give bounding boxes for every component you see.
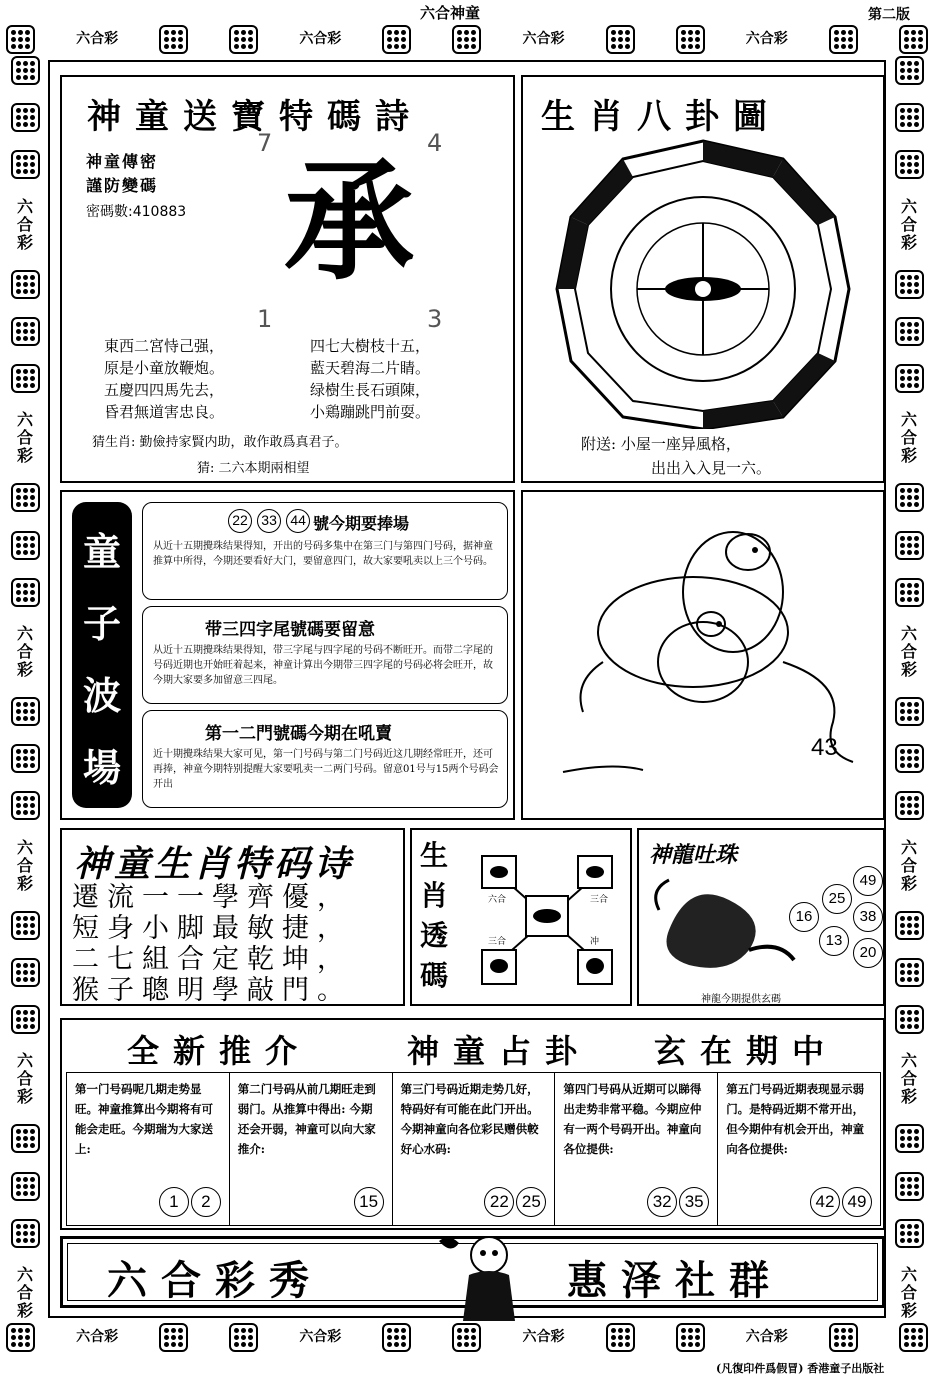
divination-numbers [647, 1187, 709, 1217]
border-dots-icon [11, 911, 40, 940]
zodiac-poem-title: 神童生肖特码诗 [74, 843, 355, 885]
border-label-char: 合 [900, 1282, 917, 1302]
border-dots-icon [11, 1172, 40, 1201]
border-dots-icon [11, 103, 40, 132]
corner-num-br: 3 [427, 305, 443, 333]
border-dots-icon [6, 1323, 35, 1352]
border-dots-icon [895, 958, 924, 987]
number-ball: 44 [286, 509, 310, 533]
number-ball: 22 [484, 1187, 514, 1217]
divination-numbers [810, 1187, 872, 1217]
border-dots-icon [11, 364, 40, 393]
border-label-char: 六 [900, 196, 917, 216]
toma-box [410, 828, 632, 1006]
number-ball: 13 [819, 926, 849, 956]
border-label-char: 六 [900, 1264, 917, 1284]
border-dots-icon [229, 25, 258, 54]
border-label-char: 六 [900, 623, 917, 643]
divination-text: 第一门号码呢几期走势显旺。神童推算出今期将有可能会走旺。今期瑞为大家送上: [75, 1082, 213, 1156]
border-label-char: 六 [900, 1051, 917, 1071]
bottom-banner [60, 1236, 885, 1308]
divination-text: 第四门号码从近期可以睇得出走势非常平稳。今期应仲有一两个号码开出。神童向各位提供: [563, 1082, 702, 1156]
divination-column [67, 1073, 230, 1225]
poem-box [60, 75, 515, 483]
toma-diagram [468, 838, 628, 998]
divination-text: 第三门号码近期走势几好，特码好有可能在此门开出。今期神童向各位彩民赠供較好心水码: [400, 1082, 539, 1156]
border-label: 六合彩 [745, 1329, 788, 1345]
number-ball: 2 [191, 1187, 221, 1217]
border-dots-icon [11, 791, 40, 820]
border-dots-icon [11, 483, 40, 512]
border-dots-icon [229, 1323, 258, 1352]
toma-label-liuhe: 六合 [488, 895, 507, 905]
divination-column [393, 1073, 556, 1225]
toma-title-char: 生 [420, 839, 449, 872]
border-dots-icon [676, 1323, 705, 1352]
border-dots-icon [895, 317, 924, 346]
border-dots-icon [895, 56, 924, 85]
child-mascot-icon [429, 1231, 539, 1327]
border-dots-icon [159, 1323, 188, 1352]
guess-line: 猜: 二六本期兩相望 [197, 461, 310, 476]
zodiac-poem-line: 二七組合定乾坤， [72, 944, 352, 975]
wave-s1-title: 號今期要捧場 [313, 514, 410, 533]
border-label-char: 彩 [16, 873, 33, 893]
border-dots-icon [11, 1124, 40, 1153]
poem-right-lines [310, 335, 430, 423]
wave-side-char: 童 [82, 529, 121, 574]
page-number: 第二版 [868, 7, 910, 23]
border-dots-icon [895, 531, 924, 560]
zodiac-poem-box [60, 828, 405, 1006]
border-label-char: 合 [900, 1069, 917, 1089]
border-label-char: 彩 [900, 446, 917, 466]
divination-heading [62, 1026, 887, 1070]
right-border [890, 56, 928, 1320]
dragon-box [637, 828, 885, 1006]
dragon-title: 神龍吐珠 [649, 842, 738, 868]
divination-heading-2: 神童占卦 [407, 1032, 592, 1070]
border-dots-icon [829, 1323, 858, 1352]
poem-secret-1: 神童傳密 [86, 152, 159, 171]
divination-numbers [484, 1187, 546, 1217]
wave-side-title [72, 502, 132, 808]
wave-s3-title: 第一二門號碼今期在吼賣 [205, 724, 392, 744]
poem-title: 神童送寶特碼詩 [87, 97, 423, 137]
guess-zodiac: 猜生肖: 勤儉持家賢内助，敢作敢爲真君子。 [92, 435, 348, 450]
border-label-char: 六 [900, 837, 917, 857]
wave-s3-text: 近十期攪珠结果大家可见，第一门号码与第二门号码近这几期经常旺开，还可再捧，神童今期特别提醒大家要吼卖一二两门号码。留意01号与15两个号码会开出 [153, 749, 499, 790]
wave-side-char: 場 [82, 745, 121, 790]
border-label-char: 彩 [16, 232, 33, 252]
border-dots-icon [452, 25, 481, 54]
border-label-char: 合 [16, 214, 33, 234]
border-dots-icon [895, 270, 924, 299]
border-dots-icon [895, 911, 924, 940]
border-dots-icon [895, 150, 924, 179]
poem-line: 小鶏蹦跳門前耍。 [310, 403, 431, 421]
wave-box [60, 490, 515, 820]
wave-s2-title: 带三四字尾號碼要留意 [205, 620, 375, 640]
toma-title-char: 碼 [420, 959, 449, 992]
bagua-box [521, 75, 885, 483]
border-dots-icon [11, 150, 40, 179]
number-ball: 33 [257, 509, 281, 533]
divination-text: 第五门号码近期表现显示弱门。是特码近期不常开出，但今期仲有机会开出，神童向各位提供: [726, 1082, 865, 1156]
border-label: 六合彩 [522, 31, 565, 47]
border-dots-icon [11, 270, 40, 299]
divination-heading-3: 玄在期中 [654, 1032, 839, 1070]
border-label-char: 彩 [900, 1300, 917, 1320]
wave-section-1 [142, 502, 508, 600]
wave-s1-text: 从近十五期攪珠结果得知，开出的号码多集中在第三门与第四门号码，据神童推算中所得，今期还要看好大门，要留意四门，故大家要吼卖以上三个号码。 [153, 541, 493, 567]
border-label-char: 六 [16, 410, 33, 430]
border-label-char: 彩 [900, 659, 917, 679]
poem-code: 密碼數:410883 [86, 204, 187, 220]
wave-s1-nums [228, 509, 310, 533]
border-label-char: 彩 [900, 873, 917, 893]
divination-column [230, 1073, 393, 1225]
border-label-char: 六 [16, 1051, 33, 1071]
number-ball: 35 [679, 1187, 709, 1217]
border-dots-icon [159, 25, 188, 54]
border-label-char: 合 [900, 855, 917, 875]
border-label-char: 彩 [16, 1087, 33, 1107]
border-dots-icon [11, 1219, 40, 1248]
bagua-note-1: 附送: 小屋一座异風格， [581, 435, 741, 453]
border-label-char: 彩 [16, 1300, 33, 1320]
zodiac-poem-lines [72, 882, 352, 1006]
footer-text: (凡復印件爲假冒) 香港童子出版社 [716, 1362, 885, 1375]
border-dots-icon [676, 25, 705, 54]
divination-heading-1: 全新推介 [127, 1032, 312, 1070]
border-label-char: 合 [900, 641, 917, 661]
border-label: 六合彩 [745, 31, 788, 47]
number-ball: 25 [822, 884, 852, 914]
banner-right: 惠泽社群 [567, 1258, 783, 1304]
zodiac-poem-line: 短身小脚最敏捷， [72, 913, 352, 944]
toma-label-sanhe-2: 三合 [488, 937, 507, 947]
border-dots-icon [895, 103, 924, 132]
border-dots-icon [895, 697, 924, 726]
number-ball: 25 [516, 1187, 546, 1217]
number-ball: 38 [853, 902, 883, 932]
poem-line: 昏君無道害忠良。 [104, 403, 225, 421]
border-label-char: 六 [16, 1264, 33, 1284]
border-dots-icon [11, 744, 40, 773]
poem-line: 藍天碧海二片睛。 [310, 359, 431, 377]
page-header-title: 六合神童 [420, 4, 481, 22]
bagua-diagram [553, 139, 853, 429]
border-dots-icon [895, 364, 924, 393]
border-label: 六合彩 [299, 31, 342, 47]
toma-title-char: 肖 [420, 879, 449, 912]
border-label: 六合彩 [299, 1329, 342, 1345]
border-dots-icon [606, 25, 635, 54]
border-dots-icon [382, 25, 411, 54]
bagua-title: 生肖八卦圖 [541, 97, 781, 137]
border-dots-icon [11, 697, 40, 726]
corner-num-tl: 7 [257, 129, 273, 157]
wave-side-char: 波 [82, 673, 121, 718]
poem-line: 原是小童放鞭炮。 [104, 359, 225, 377]
border-dots-icon [895, 1219, 924, 1248]
border-dots-icon [895, 791, 924, 820]
poem-line: 绿樹生長石頭陳， [310, 381, 431, 399]
border-label-char: 彩 [16, 659, 33, 679]
zodiac-poem-line: 猴子聰明學敲門。 [72, 975, 352, 1006]
poem-secret-2: 謹防變碼 [86, 176, 159, 195]
border-label-char: 六 [16, 623, 33, 643]
number-ball: 1 [159, 1187, 189, 1217]
divination-box [60, 1018, 885, 1230]
border-dots-icon [895, 483, 924, 512]
number-ball: 20 [853, 938, 883, 968]
border-label-char: 合 [16, 428, 33, 448]
poem-main-char: 承 [284, 145, 415, 298]
poem-line: 四七大樹枝十五， [310, 337, 431, 355]
dragon-illustration [649, 870, 799, 980]
border-label-char: 合 [16, 1069, 33, 1089]
border-label-char: 六 [16, 837, 33, 857]
bagua-note-2: 出出入入見一六。 [651, 459, 772, 477]
border-label-char: 六 [16, 196, 33, 216]
border-dots-icon [11, 958, 40, 987]
border-label-char: 合 [900, 428, 917, 448]
border-dots-icon [895, 744, 924, 773]
number-ball: 42 [810, 1187, 840, 1217]
dragon-caption: 神龍今期提供玄碼 [701, 994, 781, 1005]
border-dots-icon [11, 1005, 40, 1034]
border-label: 六合彩 [76, 1329, 119, 1345]
corner-num-tr: 4 [427, 129, 443, 157]
border-label-char: 彩 [900, 232, 917, 252]
poem-line: 五慶四四馬先去， [104, 381, 225, 399]
divination-columns [66, 1072, 881, 1226]
top-border [6, 24, 928, 54]
banner-left: 六合彩秀 [107, 1258, 323, 1304]
border-dots-icon [829, 25, 858, 54]
left-border [6, 56, 44, 1320]
number-ball: 22 [228, 509, 252, 533]
number-ball: 16 [789, 902, 819, 932]
toma-label-sanhe-1: 三合 [590, 895, 609, 905]
border-dots-icon [11, 317, 40, 346]
border-label: 六合彩 [76, 31, 119, 47]
border-dots-icon [6, 25, 35, 54]
divination-text: 第二门号码从前几期旺走到弱门。从推算中得出: 今期还会开弱，神童可以向大家推介: [237, 1082, 376, 1156]
poem-line: 東西二宮恃己强， [104, 337, 225, 355]
border-label-char: 合 [16, 641, 33, 661]
border-dots-icon [899, 25, 928, 54]
number-ball: 15 [354, 1187, 384, 1217]
border-label-char: 彩 [900, 1087, 917, 1107]
border-dots-icon [11, 531, 40, 560]
border-dots-icon [895, 1005, 924, 1034]
divination-numbers [354, 1187, 384, 1217]
border-dots-icon [606, 1323, 635, 1352]
border-label-char: 六 [900, 410, 917, 430]
wave-s2-text: 从近十五期攪珠结果得知，带三字尾与四字尾的号码不断旺开。而带二字尾的号码近期也开始旺着起来，神童计算出今期带三四字尾的号码必将会旺开，故今期大家要多加留意三四尾。 [153, 645, 493, 686]
wave-section-3 [142, 710, 508, 808]
number-ball: 49 [842, 1187, 872, 1217]
divination-column [555, 1073, 718, 1225]
divination-column [718, 1073, 880, 1225]
border-dots-icon [895, 1124, 924, 1153]
poem-left-lines [104, 335, 224, 423]
number-ball: 32 [647, 1187, 677, 1217]
border-label-char: 合 [16, 855, 33, 875]
border-dots-icon [382, 1323, 411, 1352]
border-label-char: 合 [900, 214, 917, 234]
number-ball: 49 [853, 866, 883, 896]
wave-side-char: 子 [82, 601, 121, 646]
zodiac-poem-line: 遷流一一學齊優， [72, 882, 352, 913]
border-label-char: 彩 [16, 446, 33, 466]
border-dots-icon [11, 56, 40, 85]
corner-num-bl: 1 [257, 305, 273, 333]
toma-label-chong: 冲 [590, 937, 600, 947]
border-dots-icon [895, 578, 924, 607]
rat-box [521, 490, 885, 820]
toma-title-char: 透 [420, 919, 449, 952]
border-label-char: 合 [16, 1282, 33, 1302]
border-dots-icon [899, 1323, 928, 1352]
border-dots-icon [11, 578, 40, 607]
wave-section-2 [142, 606, 508, 704]
border-dots-icon [895, 1172, 924, 1201]
border-label: 六合彩 [522, 1329, 565, 1345]
divination-numbers [159, 1187, 221, 1217]
rat-number: 43 [811, 734, 838, 761]
toma-title [420, 836, 448, 996]
